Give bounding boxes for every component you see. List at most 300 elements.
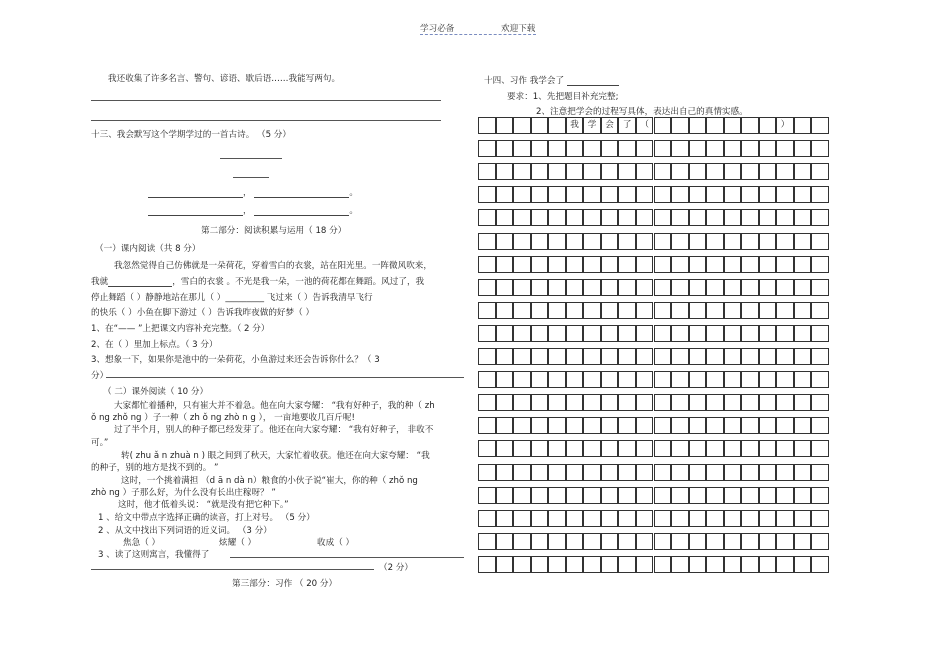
- grid-cell: [811, 279, 829, 296]
- grid-cell: [759, 464, 777, 481]
- grid-cell: [776, 556, 794, 573]
- grid-cell: [566, 510, 584, 527]
- answer-line: [106, 377, 464, 378]
- grid-cell: [689, 417, 707, 434]
- grid-cell: [706, 233, 724, 250]
- grid-cell: [741, 533, 759, 550]
- grid-cell: [583, 256, 601, 273]
- grid-cell: [513, 279, 531, 296]
- grid-cell: [583, 325, 601, 342]
- grid-cell: [794, 209, 812, 226]
- grid-cell: [811, 302, 829, 319]
- grid-cell: [671, 279, 689, 296]
- grid-cell: [759, 279, 777, 296]
- grid-cell: [636, 186, 654, 203]
- grid-row: [478, 556, 829, 573]
- answer-line: [230, 557, 464, 558]
- grid-cell: [548, 487, 566, 504]
- grid-cell: [671, 510, 689, 527]
- grid-cell: [671, 325, 689, 342]
- grid-cell: [654, 440, 672, 457]
- grid-cell: [811, 510, 829, 527]
- grid-cell: [513, 533, 531, 550]
- grid-cell: [706, 417, 724, 434]
- grid-cell: [724, 510, 742, 527]
- poem-blank: [148, 188, 243, 198]
- grid-cell: [566, 440, 584, 457]
- grid-row: [478, 117, 829, 134]
- grid-row: [478, 256, 829, 273]
- passage-1-line-2: 我就 ，雪白的衣裳 。不光是我一朵，一池的荷花都在舞蹈。风过了，我: [91, 277, 425, 287]
- question-14: 十四、习作 我学会了: [484, 74, 619, 86]
- grid-row: [478, 464, 829, 481]
- grid-cell: [513, 417, 531, 434]
- grid-row: [478, 348, 829, 365]
- page-header: [420, 20, 536, 35]
- grid-cell: [601, 533, 619, 550]
- grid-cell: [548, 348, 566, 365]
- grid-cell: [759, 325, 777, 342]
- grid-cell: [689, 533, 707, 550]
- passage-1-line-3: 停止舞蹈（ ）静静地站在那儿（ ）_________ 飞过来（ ）告诉我清早飞行: [91, 293, 373, 303]
- grid-cell: [531, 371, 549, 388]
- grid-cell: [618, 510, 636, 527]
- grid-cell: [618, 440, 636, 457]
- grid-cell: [741, 186, 759, 203]
- grid-cell: [583, 510, 601, 527]
- passage-1-line-1: 我忽然觉得自己仿佛就是一朵荷花，穿着雪白的衣裳，站在阳光里。一阵微风吹来，: [114, 261, 432, 271]
- header-left: 学习必备: [420, 24, 455, 34]
- title-blank: [567, 76, 619, 86]
- grid-cell: [689, 302, 707, 319]
- grid-cell: [601, 440, 619, 457]
- grid-cell: [741, 510, 759, 527]
- grid-cell: [654, 556, 672, 573]
- grid-cell: [706, 348, 724, 365]
- reading-line-2: ǒ ng zhǒ ng ）子一种（ zh ǒ ng zhò n g ）， 一亩地要收几百斤呢!: [91, 413, 355, 423]
- grid-cell: [618, 302, 636, 319]
- grid-cell: [496, 186, 514, 203]
- question-13: 十三、我会默写这个学期学过的一首古诗。 （5 分）: [91, 130, 291, 140]
- grid-cell: [689, 556, 707, 573]
- grid-cell: [794, 163, 812, 180]
- grid-cell: [671, 556, 689, 573]
- grid-cell: [654, 417, 672, 434]
- grid-cell: [478, 140, 496, 157]
- reading-line-8: zhò ng ）子那么好，为什么没有长出庄稼呀？ ”: [91, 488, 276, 498]
- grid-cell: [513, 163, 531, 180]
- grid-cell: [724, 140, 742, 157]
- grid-cell: [548, 233, 566, 250]
- grid-cell: [601, 279, 619, 296]
- reading-line-5: 转( zhu ǎ n zhuà n ) 眼之间到了秋天，大家忙着收获。他还在向大家夸耀： “我: [121, 451, 430, 461]
- grid-cell: [601, 325, 619, 342]
- grid-cell: [706, 325, 724, 342]
- grid-cell: [741, 209, 759, 226]
- grid-cell: [776, 510, 794, 527]
- grid-cell: [566, 464, 584, 481]
- grid-cell: [759, 302, 777, 319]
- grid-cell: [478, 302, 496, 319]
- grid-row: [478, 302, 829, 319]
- grid-cell: [583, 464, 601, 481]
- grid-cell: [513, 117, 531, 134]
- grid-cell: [548, 464, 566, 481]
- grid-cell: [794, 302, 812, 319]
- grid-cell: [496, 163, 514, 180]
- grid-cell: [583, 440, 601, 457]
- grid-cell: [671, 256, 689, 273]
- grid-cell: [654, 533, 672, 550]
- answer-line: [91, 120, 441, 121]
- grid-cell: [794, 279, 812, 296]
- grid-cell: [759, 417, 777, 434]
- grid-cell: [776, 302, 794, 319]
- grid-cell: [724, 464, 742, 481]
- grid-cell: [566, 209, 584, 226]
- synonym-2: 炫耀（ ）: [219, 538, 257, 548]
- reading-line-9: 这时，他才低着头说： “就是没有把它种下。”: [118, 500, 289, 510]
- grid-cell: [794, 417, 812, 434]
- grid-row: [478, 417, 829, 434]
- passage-1-line-4: 的快乐（ ）小鱼在脚下游过（ ）告诉我昨夜做的好梦（ ）: [91, 308, 315, 318]
- grid-cell: [671, 440, 689, 457]
- grid-cell: [566, 186, 584, 203]
- grid-cell: [741, 487, 759, 504]
- grid-cell: [531, 325, 549, 342]
- grid-cell: [513, 233, 531, 250]
- grid-cell: [689, 117, 707, 134]
- grid-row: [478, 440, 829, 457]
- grid-cell: [496, 371, 514, 388]
- grid-cell: [636, 325, 654, 342]
- grid-cell: [496, 209, 514, 226]
- grid-cell: [671, 140, 689, 157]
- grid-cell: [794, 140, 812, 157]
- grid-cell: [654, 371, 672, 388]
- grid-cell: [566, 256, 584, 273]
- grid-cell: [636, 394, 654, 411]
- grid-cell: [776, 140, 794, 157]
- grid-cell: [741, 302, 759, 319]
- grid-cell: [496, 533, 514, 550]
- grid-cell: [654, 186, 672, 203]
- exercise-3: 3 、读了这则寓言，我懂得了: [98, 550, 210, 560]
- grid-cell: [811, 348, 829, 365]
- grid-cell: [548, 209, 566, 226]
- grid-cell: [583, 371, 601, 388]
- grid-cell: [618, 371, 636, 388]
- question-3-score: 分）: [91, 371, 109, 381]
- grid-cell: [548, 163, 566, 180]
- grid-cell: [671, 348, 689, 365]
- grid-cell: [618, 233, 636, 250]
- reading-line-1: 大家都忙着播种，只有崔大并不着急。他在向大家夸耀： “我有好种子，我的种（ zh: [114, 401, 435, 411]
- grid-cell: [601, 371, 619, 388]
- grid-cell: [741, 140, 759, 157]
- grid-cell: [759, 233, 777, 250]
- grid-cell: [654, 233, 672, 250]
- grid-cell: [636, 533, 654, 550]
- grid-cell: [478, 117, 496, 134]
- grid-cell: [618, 140, 636, 157]
- grid-cell: [811, 140, 829, 157]
- grid-cell: [776, 371, 794, 388]
- grid-cell: [531, 464, 549, 481]
- grid-row: [478, 510, 829, 527]
- grid-cell: [654, 487, 672, 504]
- grid-cell: 了: [618, 117, 636, 134]
- grid-cell: [548, 533, 566, 550]
- grid-cell: [811, 233, 829, 250]
- grid-cell: [636, 487, 654, 504]
- grid-cell: [583, 348, 601, 365]
- grid-cell: [618, 209, 636, 226]
- grid-cell: [636, 464, 654, 481]
- grid-cell: [811, 256, 829, 273]
- grid-cell: [601, 233, 619, 250]
- grid-cell: [706, 510, 724, 527]
- grid-cell: ）: [776, 117, 794, 134]
- grid-cell: [811, 371, 829, 388]
- section-1-title: （一）课内阅读（共 8 分）: [95, 244, 201, 254]
- grid-cell: [566, 394, 584, 411]
- grid-cell: [724, 556, 742, 573]
- grid-row: [478, 163, 829, 180]
- grid-cell: [706, 556, 724, 573]
- grid-cell: [724, 417, 742, 434]
- grid-cell: [496, 325, 514, 342]
- grid-cell: [706, 533, 724, 550]
- grid-cell: [759, 394, 777, 411]
- grid-cell: [741, 371, 759, 388]
- grid-cell: [636, 417, 654, 434]
- grid-cell: [496, 256, 514, 273]
- grid-cell: [618, 186, 636, 203]
- grid-cell: [741, 279, 759, 296]
- grid-cell: [654, 302, 672, 319]
- grid-cell: [478, 394, 496, 411]
- grid-cell: [689, 510, 707, 527]
- grid-cell: [513, 510, 531, 527]
- grid-cell: [601, 209, 619, 226]
- grid-row: [478, 325, 829, 342]
- grid-cell: [741, 556, 759, 573]
- grid-cell: [759, 371, 777, 388]
- grid-cell: [618, 533, 636, 550]
- grid-cell: [794, 348, 812, 365]
- grid-cell: [478, 556, 496, 573]
- grid-cell: [776, 233, 794, 250]
- grid-cell: [531, 510, 549, 527]
- grid-cell: [618, 348, 636, 365]
- grid-cell: [478, 417, 496, 434]
- grid-cell: [496, 117, 514, 134]
- answer-line: [91, 100, 441, 101]
- grid-cell: [618, 279, 636, 296]
- grid-row: [478, 533, 829, 550]
- grid-row: [478, 233, 829, 250]
- grid-row: [478, 394, 829, 411]
- grid-cell: [531, 348, 549, 365]
- grid-cell: [548, 556, 566, 573]
- grid-cell: [583, 394, 601, 411]
- grid-cell: [601, 510, 619, 527]
- grid-cell: [618, 163, 636, 180]
- grid-cell: [478, 209, 496, 226]
- grid-cell: [478, 371, 496, 388]
- grid-cell: [671, 233, 689, 250]
- grid-cell: [654, 163, 672, 180]
- grid-cell: [654, 117, 672, 134]
- grid-cell: [724, 394, 742, 411]
- grid-cell: [513, 348, 531, 365]
- grid-cell: [776, 487, 794, 504]
- grid-cell: [478, 325, 496, 342]
- grid-cell: [794, 440, 812, 457]
- grid-cell: [689, 163, 707, 180]
- grid-cell: [531, 556, 549, 573]
- grid-cell: [531, 117, 549, 134]
- grid-cell: [741, 233, 759, 250]
- grid-cell: [724, 117, 742, 134]
- grid-cell: [759, 556, 777, 573]
- grid-cell: [759, 209, 777, 226]
- grid-cell: [531, 163, 549, 180]
- grid-cell: [811, 440, 829, 457]
- poem-title-line: [220, 158, 282, 159]
- grid-cell: [478, 487, 496, 504]
- exercise-3-score: （2 分）: [379, 563, 413, 573]
- grid-cell: [531, 256, 549, 273]
- grid-cell: [583, 140, 601, 157]
- grid-row: [478, 487, 829, 504]
- grid-cell: [706, 186, 724, 203]
- question-1: 1、在“—— ”上把课文内容补充完整。（ 2 分）: [91, 324, 270, 334]
- poem-blank: [148, 206, 243, 216]
- grid-cell: [636, 556, 654, 573]
- grid-cell: [548, 417, 566, 434]
- grid-cell: [548, 440, 566, 457]
- grid-cell: [478, 279, 496, 296]
- grid-cell: [583, 233, 601, 250]
- grid-cell: [794, 510, 812, 527]
- grid-cell: [496, 556, 514, 573]
- grid-cell: [618, 487, 636, 504]
- grid-cell: [776, 348, 794, 365]
- grid-cell: [689, 256, 707, 273]
- grid-cell: [478, 233, 496, 250]
- grid-cell: [636, 140, 654, 157]
- grid-cell: [513, 325, 531, 342]
- grid-cell: [513, 186, 531, 203]
- grid-cell: [531, 140, 549, 157]
- grid-cell: [601, 348, 619, 365]
- grid-cell: 我: [566, 117, 584, 134]
- grid-cell: [794, 186, 812, 203]
- grid-cell: [794, 325, 812, 342]
- grid-cell: [689, 394, 707, 411]
- grid-cell: [671, 417, 689, 434]
- grid-cell: [601, 163, 619, 180]
- grid-cell: [654, 348, 672, 365]
- question-3: 3、想象一下，如果你是池中的一朵荷花，小鱼游过来还会告诉你什么？（ 3: [91, 355, 380, 365]
- requirement-2: 2、注意把学会的过程写具体，表达出自己的真情实感。: [536, 107, 748, 117]
- grid-cell: [548, 302, 566, 319]
- header-right: 欢迎下载: [501, 24, 536, 34]
- grid-cell: [566, 325, 584, 342]
- grid-cell: [513, 256, 531, 273]
- grid-cell: [671, 464, 689, 481]
- grid-cell: [548, 510, 566, 527]
- grid-cell: [636, 209, 654, 226]
- grid-cell: [654, 464, 672, 481]
- synonym-3: 收成（ ）: [317, 538, 355, 548]
- grid-cell: [566, 140, 584, 157]
- grid-cell: [496, 417, 514, 434]
- grid-cell: [654, 209, 672, 226]
- grid-cell: [583, 209, 601, 226]
- grid-cell: [689, 140, 707, 157]
- grid-cell: [724, 302, 742, 319]
- grid-cell: [636, 440, 654, 457]
- grid-cell: [706, 394, 724, 411]
- grid-cell: [776, 279, 794, 296]
- grid-cell: [496, 140, 514, 157]
- grid-cell: [496, 279, 514, 296]
- grid-cell: [741, 348, 759, 365]
- grid-cell: [794, 556, 812, 573]
- grid-cell: [811, 325, 829, 342]
- grid-cell: [618, 464, 636, 481]
- grid-cell: [776, 417, 794, 434]
- grid-cell: [689, 209, 707, 226]
- grid-cell: [496, 487, 514, 504]
- grid-cell: [759, 140, 777, 157]
- grid-cell: [671, 533, 689, 550]
- grid-cell: [513, 487, 531, 504]
- grid-cell: [724, 533, 742, 550]
- grid-cell: [654, 394, 672, 411]
- poem-line-2: ， 。: [148, 204, 358, 216]
- grid-cell: [636, 279, 654, 296]
- grid-cell: [478, 186, 496, 203]
- grid-cell: 学: [583, 117, 601, 134]
- grid-cell: [566, 487, 584, 504]
- grid-row: [478, 279, 829, 296]
- grid-cell: [794, 117, 812, 134]
- grid-cell: [706, 487, 724, 504]
- grid-cell: [496, 464, 514, 481]
- grid-cell: [811, 464, 829, 481]
- grid-cell: [759, 440, 777, 457]
- grid-cell: [724, 487, 742, 504]
- grid-cell: [548, 186, 566, 203]
- grid-cell: [531, 487, 549, 504]
- poem-blank: [254, 188, 349, 198]
- grid-cell: [636, 163, 654, 180]
- grid-cell: [811, 163, 829, 180]
- intro-text: 我还收集了许多名言、警句、谚语、歇后语……我能写两句。: [108, 74, 341, 84]
- grid-cell: [548, 117, 566, 134]
- grid-cell: [671, 163, 689, 180]
- grid-cell: [531, 440, 549, 457]
- grid-cell: [513, 140, 531, 157]
- grid-cell: [513, 394, 531, 411]
- grid-cell: [776, 440, 794, 457]
- grid-cell: [794, 487, 812, 504]
- grid-cell: [636, 348, 654, 365]
